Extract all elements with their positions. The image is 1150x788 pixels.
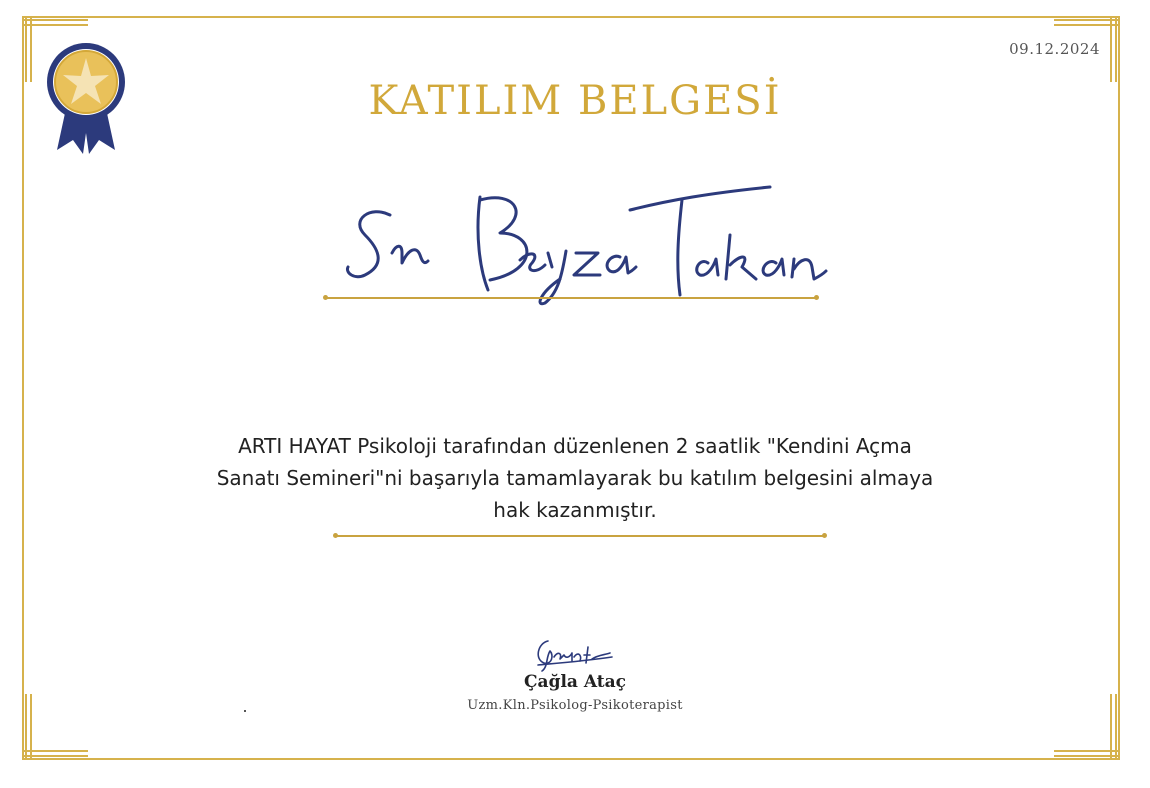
certificate-title: KATILIM BELGESİ xyxy=(368,78,782,124)
recipient-name xyxy=(0,230,1150,231)
handwritten-signature xyxy=(530,633,620,673)
speck xyxy=(244,710,246,712)
recipient-name-signature xyxy=(330,175,830,310)
signer-name: Çağla Ataç xyxy=(524,672,626,692)
body-line: Sanatı Semineri"ni başarıyla tamamlayarak bu katılım belgesini almaya xyxy=(216,466,934,490)
certificate-body xyxy=(185,430,965,526)
name-underline xyxy=(325,297,817,299)
body-line: ARTI HAYAT Psikoloji tarafından düzenlenen 2 saatlik "Kendini Açma xyxy=(238,434,912,458)
certificate-date: 09.12.2024 xyxy=(1009,40,1100,58)
body-line: hak kazanmıştır. xyxy=(493,498,657,522)
body-underline xyxy=(335,535,825,537)
signer-title: Uzm.Kln.Psikolog-Psikoterapist xyxy=(467,698,683,713)
